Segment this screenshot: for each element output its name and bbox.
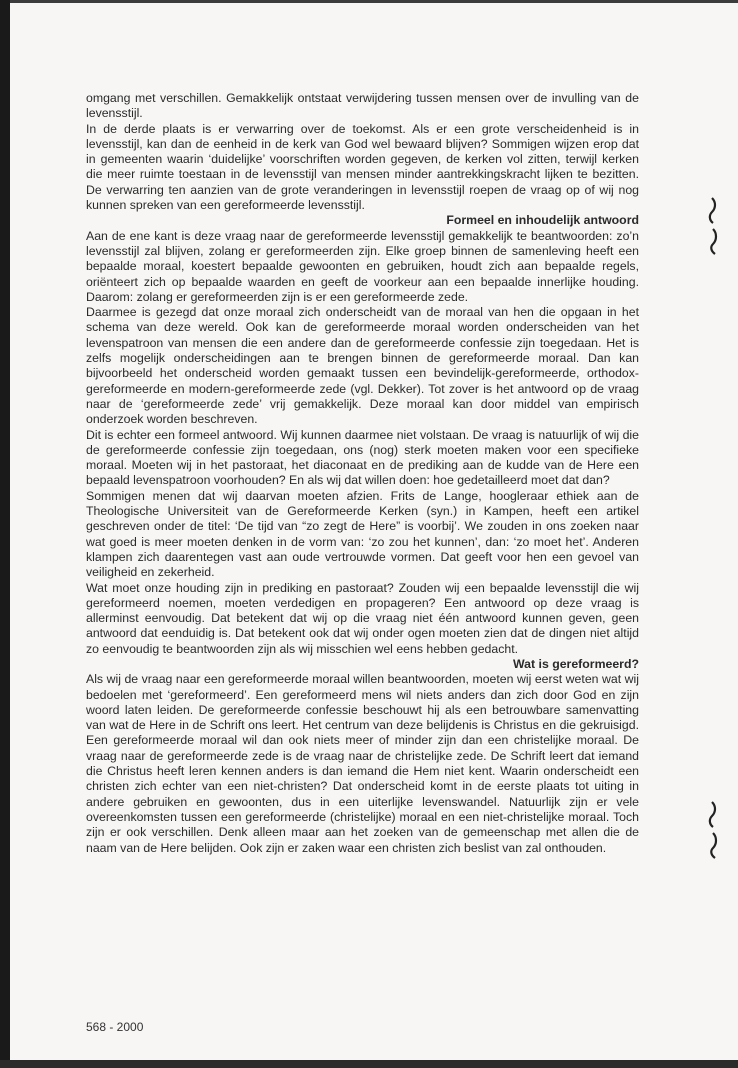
bottom-scan-edge [0,1060,738,1068]
binding-clip-bottom-icon [706,800,720,860]
paragraph: Sommigen menen dat wij daarvan moeten afzien. Frits de Lange, hoogleraar ethiek aan de Theologische Universiteit van de Gereformeerde Kerken (syn.) in Kampen, heeft een artikel geschreven onder de titel: ‘De tijd van “zo zegt de Here” is voorbij’. We zouden in ons zoeken naar wat goed is meer moeten denken in de vorm van: ‘zo zou het kunnen’, dan: ‘zo moet het’. Anderen klampen zich daarentegen vast aan oude vertrouwde vormen. Dat geeft voor hen een gevoel van veiligheid en zekerheid. [86,488,639,580]
paragraph: Daarmee is gezegd dat onze moraal zich onderscheidt van de moraal van hen die opgaan in het schema van deze wereld. Ook kan de gereformeerde moraal worden onderscheiden van het levenspatroon van mensen die een andere dan de gereformeerde confessie zijn toegedaan. Het is zelfs mogelijk onderscheidingen aan te brengen binnen de gereformeerde moraal. Dan kan bijvoorbeeld het onderscheid worden gemaakt tussen een bevindelijk-gereformeerde, orthodox-gereformeerde en modern-gereformeerde zede (vgl. Dekker). Tot zover is het antwoord op de vraag naar de ‘gereformeerde zede’ vrij gemakkelijk. Deze moraal kan door middel van empirisch onderzoek worden beschreven. [86,305,639,427]
paragraph: In de derde plaats is er verwarring over de toekomst. Als er een grote verscheidenheid is in levensstijl, kan dan de eenheid in de kerk van God wel bewaard blijven? Sommigen wijzen erop dat in gemeenten waarin ‘duidelijke’ voorschriften worden gegeven, de kerken vol zitten, terwijl kerken die meer ruimte toestaan in de levensstijl van mensen minder aantrekkingskracht lijken te bezitten. De verwarring ten aanzien van de grote veranderingen in levensstijl roepen de vraag op of wij nog kunnen spreken van een gereformeerde levensstijl. [86,121,639,213]
paragraph: omgang met verschillen. Gemakkelijk ontstaat verwijdering tussen mensen over de invulling van de levensstijl. [86,91,639,121]
paragraph: Wat moet onze houding zijn in prediking en pastoraat? Zouden wij een bepaalde levensstijl die wij gereformeerd noemen, moeten verdedigen en propageren? Een antwoord op deze vraag is allerminst eenvoudig. Dat betekent dat wij op die vraag niet één antwoord kunnen geven, geen antwoord dat eenduidig is. Dat betekent ook dat wij onder ogen moeten zien dat de dingen niet altijd zo eenvoudig te beantwoorden zijn als wij misschien wel eens hebben gedacht. [86,580,639,656]
article-body [86,91,639,856]
paragraph: Als wij de vraag naar een gereformeerde moraal willen beantwoorden, moeten wij eerst weten wat wij bedoelen met ‘gereformeerd’. Een gereformeerd mens wil niets anders dan zich door God en zijn woord laten leiden. De gereformeerde confessie beschouwt hij als een betrouwbare samenvatting van wat de Here in de Schrift ons leert. Het centrum van deze belijdenis is Christus en die gekruisigd. Een gereformeerde moraal wil dan ook niets meer of minder zijn dan een christelijke moraal. De vraag naar de gereformeerde zede is de vraag naar de christelijke zede. De Schrift leert dat iemand die Christus heeft leren kennen anders is dan iemand die Hem niet kent. Waarin onderscheidt een christen zich echter van een niet-christen? Dat onderscheid komt in de eerste plaats tot uiting in andere gebruiken en gewoonten, dus in een uiterlijke levenswandel. Natuurlijk zijn er vele overeenkomsten tussen een gereformeerde (christelijke) moraal en een niet-christelijke moraal. Toch zijn er ook verschillen. Denk alleen maar aan het zoeken van de gemeenschap met allen die de naam van de Here belijden. Ook zijn er zaken waar een christen zich beslist van zal onthouden. [86,672,639,855]
section-heading: Wat is gereformeerd? [513,656,639,671]
section-heading: Formeel en inhoudelijk antwoord [446,213,639,228]
left-scan-edge [0,0,10,1068]
binding-clip-top-icon [706,196,720,256]
paragraph: Dit is echter een formeel antwoord. Wij kunnen daarmee niet volstaan. De vraag is natuurlijk of wij die de gereformeerde confessie zijn toegedaan, ons (nog) sterk moeten maken voor een specifieke moraal. Moeten wij in het pastoraat, het diaconaat en de prediking aan de kudde van de Here een bepaald levenspatroon voorhouden? En als wij dat willen doen: hoe gedetailleerd moet dat dan? [86,427,639,488]
paragraph: Aan de ene kant is deze vraag naar de gereformeerde levensstijl gemakkelijk te beantwoorden: zo’n levensstijl zal blijven, zolang er gereformeerden zijn. Elke groep binnen de samenleving heeft een bepaalde moraal, koestert bepaalde gewoonten en gebruiken, houdt zich aan bepaalde regels, oriënteert zich op bepaalde waarden en geeft de voorkeur aan een bepaalde innerlijke houding. Daarom: zolang er gereformeerden zijn is er een gereformeerde zede. [86,228,639,304]
page-number-footer: 568 - 2000 [86,1020,144,1034]
